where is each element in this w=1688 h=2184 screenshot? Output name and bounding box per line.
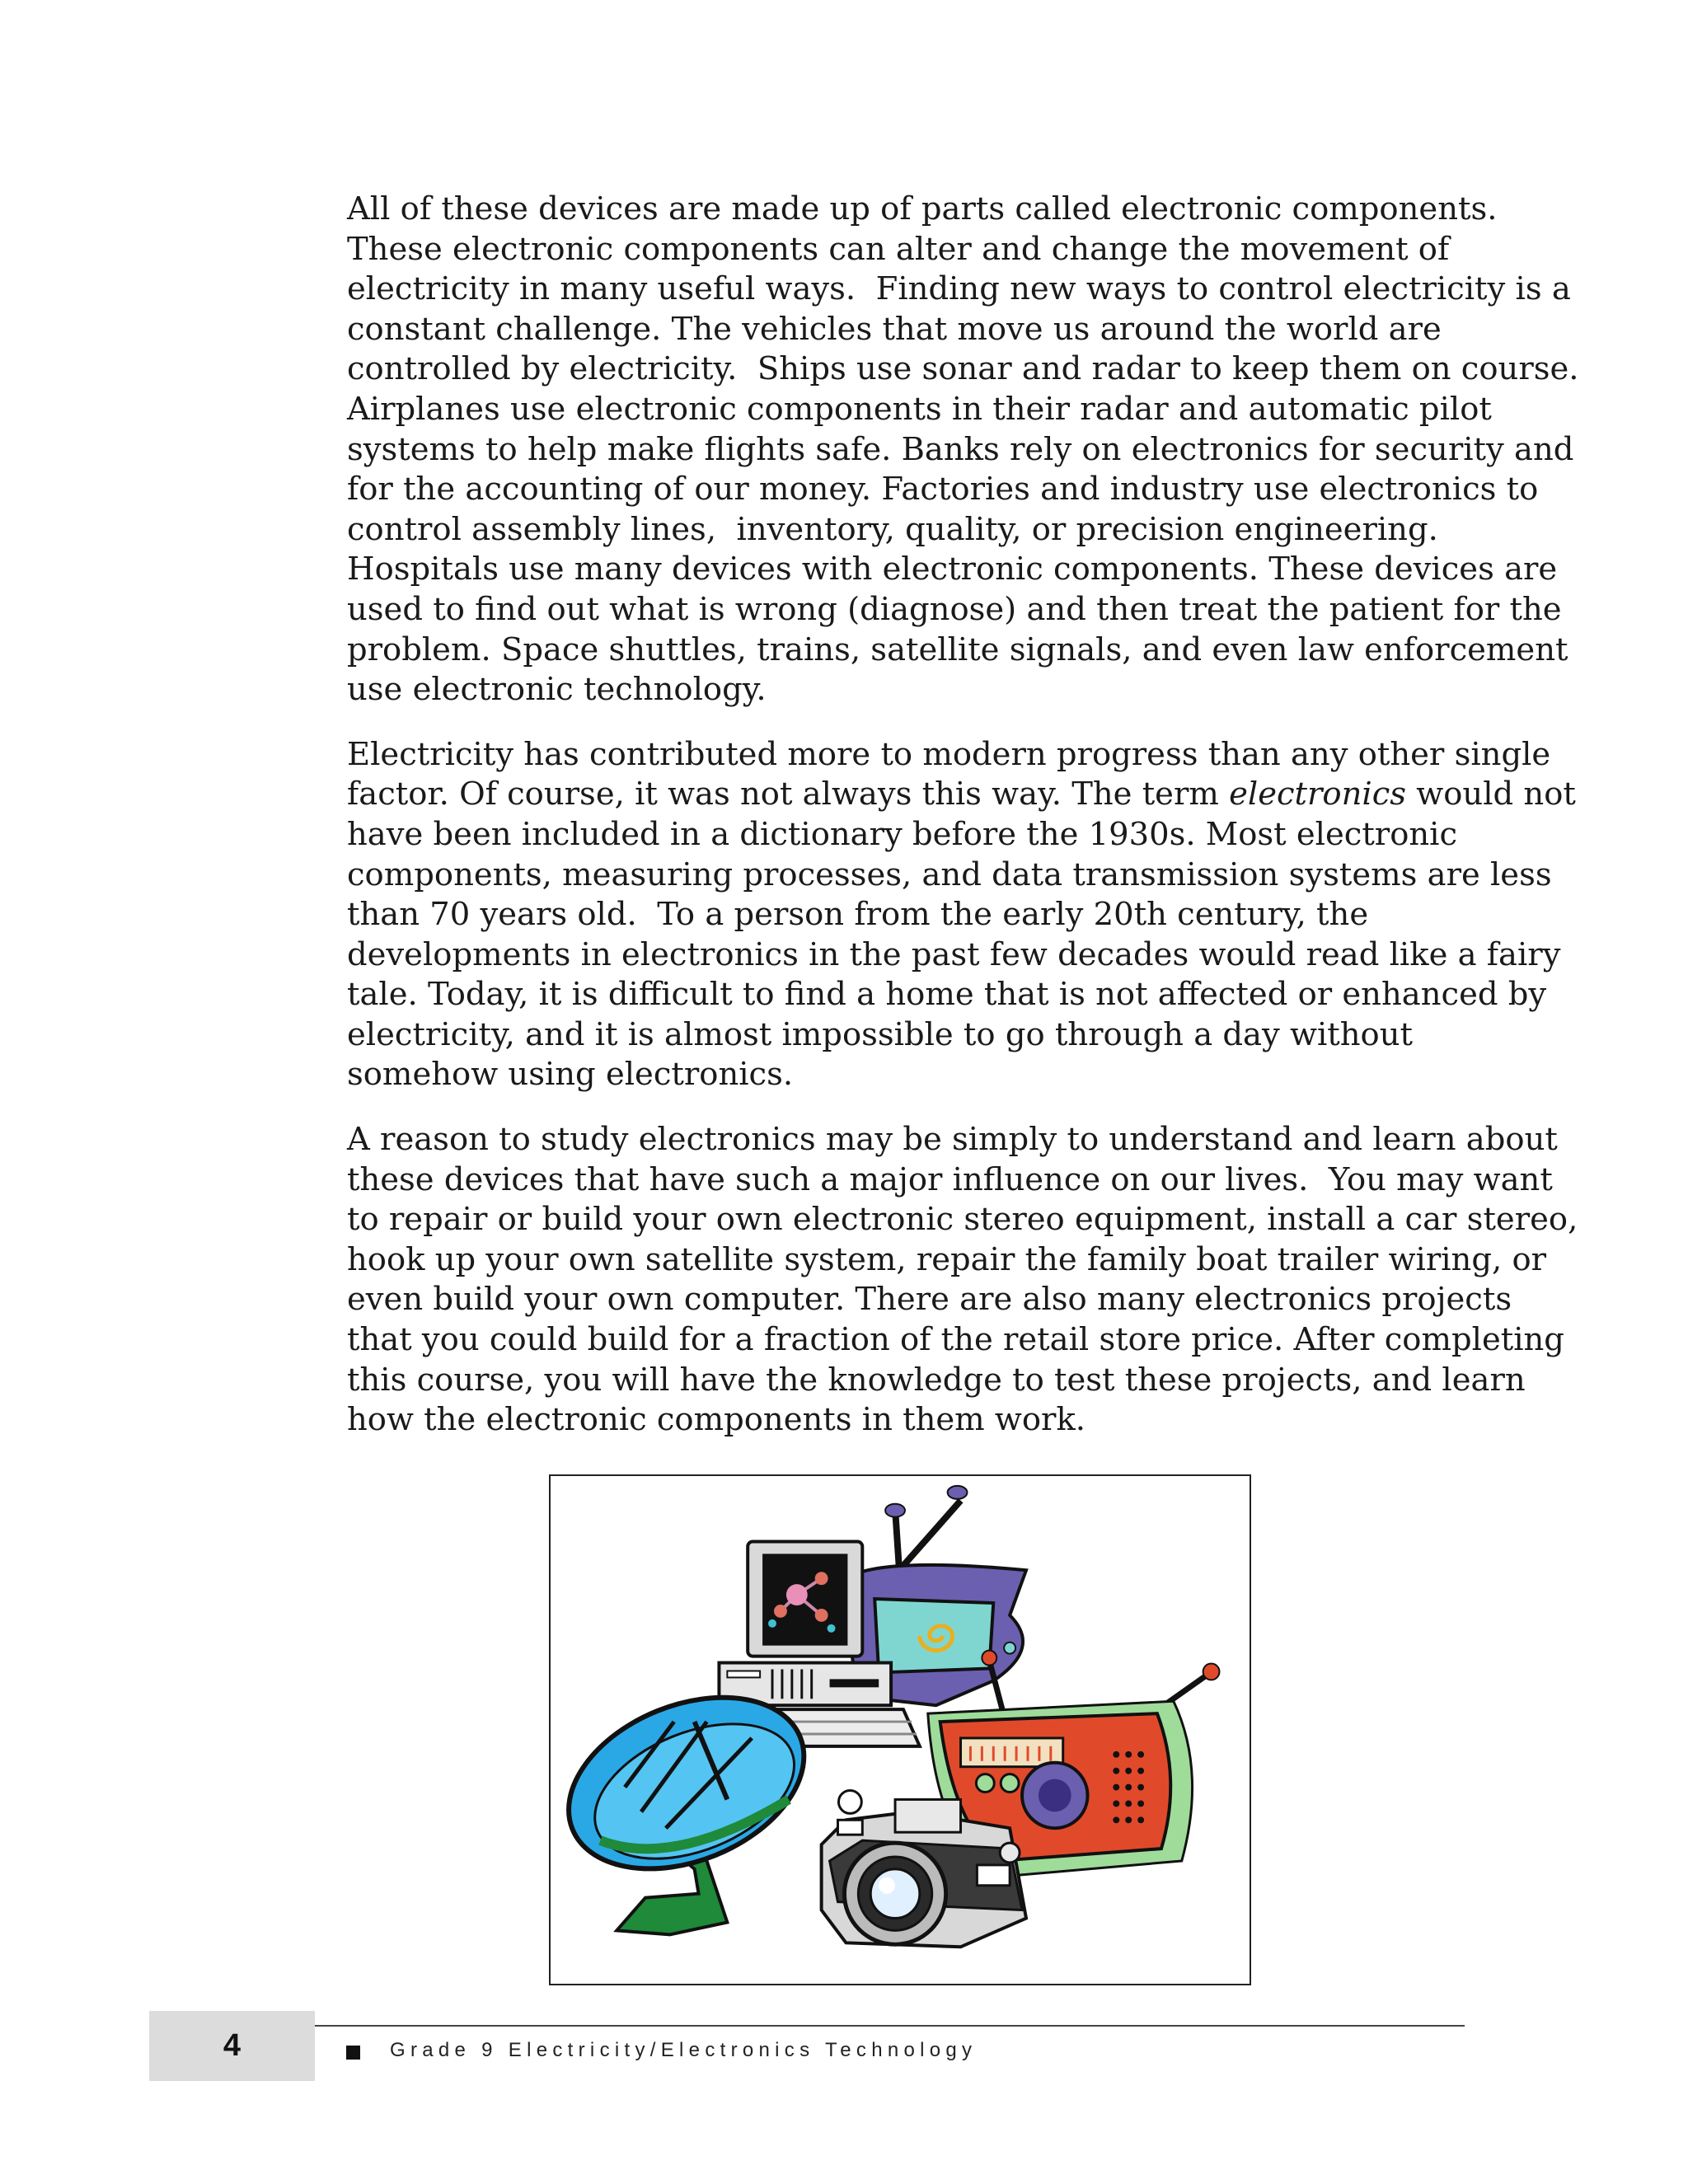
text-line: than 70 years old. To a person from the early 20th century, the xyxy=(347,896,1369,934)
text-line: tale. Today, it is difficult to find a home that is not affected or enhanced by xyxy=(347,976,1547,1014)
footer-book-title: Grade 9 Electricity/Electronics Technology xyxy=(390,2039,978,2061)
text-line: A reason to study electronics may be simply to understand and learn about xyxy=(347,1121,1558,1159)
text-line: systems to help make flights safe. Banks rely on electronics for security and xyxy=(347,430,1574,468)
text-line: how the electronic components in them work. xyxy=(347,1401,1086,1439)
text-run: factor. Of course, it was not always this way. The term xyxy=(347,776,1230,813)
text-line: to repair or build your own electronic stereo equipment, install a car stereo, xyxy=(347,1201,1578,1239)
text-line: Airplanes use electronic components in their radar and automatic pilot xyxy=(347,390,1492,428)
footer-page-box xyxy=(149,2011,315,2081)
text-line: even build your own computer. There are also many electronics projects xyxy=(347,1281,1512,1319)
text-line: control assembly lines, inventory, quality, or precision engineering. xyxy=(347,510,1438,548)
text-line: this course, you will have the knowledge to test these projects, and learn xyxy=(347,1361,1526,1399)
text-line: hook up your own satellite system, repair the family boat trailer wiring, or xyxy=(347,1240,1547,1278)
text-line: Hospitals use many devices with electronic components. These devices are xyxy=(347,551,1558,588)
text-run: would not xyxy=(1406,776,1576,813)
text-line: these devices that have such a major influence on our lives. You may want xyxy=(347,1160,1553,1198)
text-line: electricity in many useful ways. Finding new ways to control electricity is a xyxy=(347,270,1571,308)
body-text xyxy=(347,190,1579,1465)
footer-bullet-icon xyxy=(346,2046,360,2060)
text-line: constant challenge. The vehicles that move us around the world are xyxy=(347,310,1442,348)
text-line: components, measuring processes, and data transmission systems are less xyxy=(347,855,1552,893)
page-number: 4 xyxy=(223,2028,241,2063)
text-line xyxy=(347,775,1576,815)
text-line: electricity, and it is almost impossible to go through a day without xyxy=(347,1015,1413,1053)
paragraph xyxy=(347,1120,1578,1441)
footer-rule xyxy=(315,2025,1465,2027)
text-line: These electronic components can alter and change the movement of xyxy=(347,230,1450,268)
text-line: have been included in a dictionary before the 1930s. Most electronic xyxy=(347,815,1458,853)
text-line: All of these devices are made up of parts called electronic components. xyxy=(347,190,1498,227)
paragraph xyxy=(347,735,1576,1095)
electronics-illustration xyxy=(549,1474,1251,1985)
paragraph xyxy=(347,190,1579,710)
text-line: use electronic technology. xyxy=(347,671,767,709)
text-line: problem. Space shuttles, trains, satellite signals, and even law enforcement xyxy=(347,630,1568,668)
text-line: controlled by electricity. Ships use sonar and radar to keep them on course. xyxy=(347,350,1579,388)
electronics-clipart xyxy=(551,1476,1250,1984)
text-line: Electricity has contributed more to modern progress than any other single xyxy=(347,735,1551,773)
text-line: somehow using electronics. xyxy=(347,1056,794,1094)
text-line: used to find out what is wrong (diagnose) and then treat the patient for the xyxy=(347,590,1562,628)
italic-term: electronics xyxy=(1229,776,1407,813)
text-line: that you could build for a fraction of the retail store price. After completing xyxy=(347,1321,1564,1359)
text-line: for the accounting of our money. Factories and industry use electronics to xyxy=(347,471,1539,509)
text-line: developments in electronics in the past few decades would read like a fairy xyxy=(347,935,1561,973)
